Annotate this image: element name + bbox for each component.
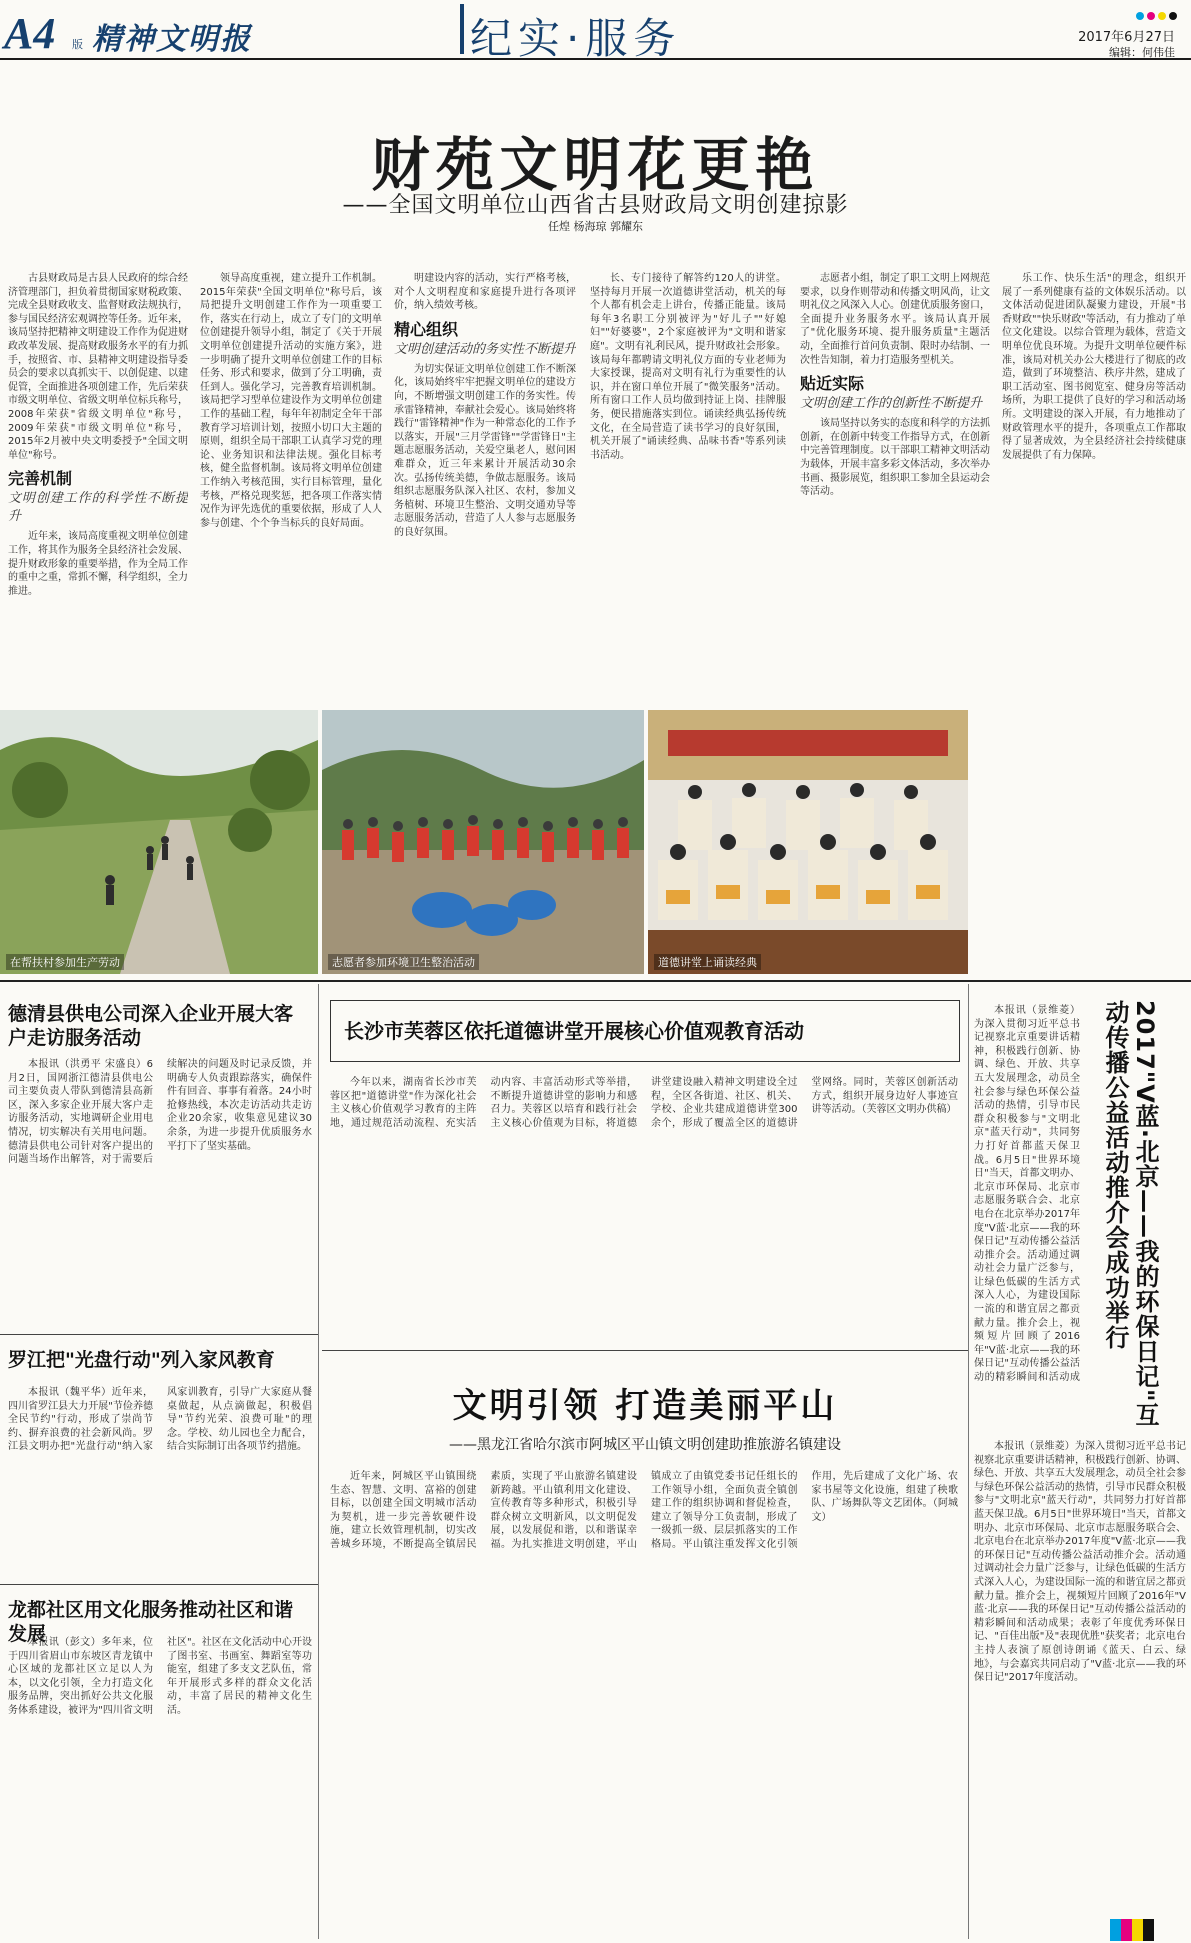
- photo-volunteers: [322, 710, 644, 974]
- changsha-body: [330, 1076, 958, 1338]
- registration-marks: [1136, 12, 1177, 20]
- editor-credit: 编辑：何伟佳: [1109, 46, 1175, 59]
- longdu-body: [8, 1636, 312, 1936]
- photo-caption: 道德讲堂上诵读经典: [654, 954, 761, 970]
- lead-subheadline: ——全国文明单位山西省古县财政局文明创建掠影: [342, 193, 849, 218]
- photo-moral-lecture: [648, 710, 968, 974]
- paragraph: 明建设内容的活动，实行严格考核，对个人文明程度和家庭提升进行各项评价，纳入绩效考核。: [394, 273, 576, 312]
- beijing-headline: 2017"V蓝·北京——我的环保日记"互动传播公益活动推介会成功举行: [1101, 1000, 1159, 1428]
- column-divider: [968, 984, 969, 1939]
- section-subheading: 文明创建工作的科学性不断提升: [8, 491, 188, 525]
- paragraph: 本报讯（洪勇平 宋盛良）6月2日，国网浙江德清县供电公司主要负责人带队到德清县高新区，深入多家企业开展大客户走访服务活动，实地调研企业用电情况，切实解决有关用电问题。德清县供电公司针对客户提出的问题当场作出解答，对于需要后续解决的问题及时记录反馈，并明确专人负责跟踪落实，确保件件有回音、事事有着落。24小时抢修热线，本次走访活动共走访企业20余家，收集意见建议30余条，为进一步提升优质服务水平打下了坚实基础。: [8, 1059, 312, 1166]
- paragraph: 领导高度重视，建立提升工作机制。2015年荣获"全国文明单位"称号后，该局把提升文明创建工作作为一项重要工作，落实在行动上，成立了专门的文明单位创建提升领导小组，制定了《关于开展文明单位创建提升活动的实施方案》，进一步明确了提升文明单位创建工作的目标任务、形式和要求，做到了分工明确，责任到人。强化学习，完善教育培训机制。该局把学习型单位建设作为文明单位创建工作的基础工程，每年年初制定全年干部教育学习培训计划，按照小切口大主题的原则，组织全局干部职工认真学习党的理论、业务知识和法律法规。强化目标考核，健全监督机制。该局将文明单位创建工作纳入考核范围，实行目标管理，量化考核，严格兑现奖惩，把各项工作落实情况作为评先选优的重要依据，形成了人人参与创建、个个争当标兵的良好局面。: [200, 273, 382, 529]
- column-divider: [318, 984, 319, 1939]
- paragraph: 为切实保证文明单位创建工作不断深化，该局始终牢牢把握文明单位的建设方向，不断增强文明创建工作的务实性。传承雷锋精神，奉献社会爱心。该局始终将践行"雷锋精神"作为一种常态化的工作予以落实，开展"三月学雷锋""学雷锋日"主题志愿服务活动，关爱空巢老人，慰问困难群众，近三年来累计开展活动30余次。弘扬传统美德，争做志愿服务。该局组织志愿服务队深入社区、农村，参加义务植树、环境卫生整治、文明交通劝导等志愿服务活动，营造了人人参与志愿服务的良好氛围。: [394, 363, 576, 538]
- deqing-body: [8, 1058, 312, 1328]
- paragraph: 本报讯（景维菱）为深入贯彻习近平总书记视察北京重要讲话精神，积极践行创新、协调、绿色、开放、共享五大发展理念，动员全社会参与绿色环保公益活动的热情，引导市民群众积极参与"文明北京"蓝天行动"，共同努力打好首都蓝天保卫战。6月5日"世界环境日"当天，首都文明办、北京市环保局、北京市志愿服务联合会、北京电台在北京举办2017年度"V蓝·北京——我的环保日记"互动传播公益活动推介会。活动通过调动社会力量广泛参与，让绿色低碳的生活方式深入人心，为建设国际一流的和谐宜居之都贡献力量。推介会上，视频短片回顾了2016年"V蓝·北京——我的环保日记"互动传播公益活动的精彩瞬间和活动成果；表彰了年度优秀环保日记、"百佳出版"及"表现优胜"获奖者；北京电台主持人表演了原创诗朗诵《蓝天、白云、绿地》，与会嘉宾共同启动了"V蓝·北京——我的环保日记"2017年度活动。: [974, 1441, 1186, 1684]
- section-heading: 精心组织: [394, 319, 459, 339]
- page-number: A4: [4, 9, 56, 58]
- pingshan-headline: 文明引领 打造美丽平山: [452, 1386, 838, 1426]
- photo-caption: 在帮扶村参加生产劳动: [6, 954, 124, 970]
- section-heading: 贴近实际: [800, 374, 865, 394]
- lead-column-4: [590, 272, 786, 704]
- lead-column-3: [394, 272, 576, 704]
- moral-lecture-image: [648, 710, 968, 974]
- changsha-headline: 长沙市芙蓉区依托道德讲堂开展核心价值观教育活动: [344, 1019, 804, 1043]
- luojiang-body: [8, 1386, 312, 1576]
- pingshan-body: [330, 1470, 958, 1936]
- beijing-body-top: [974, 1004, 1080, 1384]
- lead-column-2: [200, 272, 382, 704]
- lead-headline: 财苑文明花更艳: [371, 131, 820, 199]
- paragraph: 长、专门接待了解答约120人的讲堂。坚持每月开展一次道德讲堂活动，机关的每个人都有机会走上讲台，传播正能量。该局每年3名职工分别被评为"好儿子""好媳妇""好婆婆"，2个家庭被评为"文明和谐家庭"。文明有礼利民风，提升财政社会形象。该局每年都聘请文明礼仪方面的专业老师为大家授课，提高对文明有礼行为重要性的认识，并在窗口单位开展了"微笑服务"活动。所有窗口工作人员均做到持证上岗、挂牌服务，便民措施落实到位。诵读经典弘扬传统文化，在全局营造了读书学习的良好氛围，机关开展了"诵读经典、品味书香"等系列读书活动。: [590, 273, 786, 461]
- masthead: [0, 0, 1191, 63]
- section-title: 纪实·服务: [470, 14, 682, 63]
- paragraph: 该局坚持以务实的态度和科学的方法抓创新，在创新中转变工作指导方式，在创新中完善管理制度。以干部职工精神文明活动为载体，开展丰富多彩文体活动，多次举办书画、摄影展览，组织职工参加全县运动会等活动。: [800, 418, 990, 498]
- color-bar: [1110, 1919, 1154, 1941]
- lead-byline: 任煌 杨海琼 郭耀东: [548, 220, 643, 233]
- paragraph: 今年以来，湖南省长沙市芙蓉区把"道德讲堂"作为深化社会主义核心价值观学习教育的主阵地，通过规范活动流程、充实活动内容、丰富活动形式等举措，不断提升道德讲堂的影响力和感召力。芙蓉区以培育和践行社会主义核心价值观为目标，将道德讲堂建设融入精神文明建设全过程，全区各街道、社区、机关、学校、企业共建成道德讲堂300余个，形成了覆盖全区的道德讲堂网络。同时，芙蓉区创新活动方式，组织开展身边好人事迹宣讲等活动。（芙蓉区文明办供稿）: [330, 1077, 958, 1129]
- paragraph: 本报讯（魏平华）近年来，四川省罗江县大力开展"节俭养德 全民节约"行动，形成了崇尚节约、摒弃浪费的社会新风尚。罗江县文明办把"光盘行动"纳入家风家训教育，引导广大家庭从餐桌做起，从点滴做起，积极倡导"节约光荣、浪费可耻"的理念。学校、幼儿园也全力配合，结合实际制订出各项节约措施。: [8, 1387, 312, 1453]
- story-rule: [322, 1350, 968, 1351]
- paragraph: 近年来，阿城区平山镇围绕生态、智慧、文明、富裕的创建目标，以创建全国文明城市活动为契机，进一步完善软硬件设施，建立长效管理机制，切实改善城乡环境，不断提高全镇居民素质，实现了平山旅游名镇建设新跨越。平山镇利用文化建设、宣传教育等多种形式，积极引导群众树立文明新风，以文明促发展，以发展促和谐，以和谐谋幸福。为扎实推进文明创建，平山镇成立了由镇党委书记任组长的工作领导小组，全面负责全镇创建工作的组织协调和督促检查，建立了领导分工负责制，形成了一级抓一级、层层抓落实的工作格局。平山镇注重发挥文化引领作用，先后建成了文化广场、农家书屋等文化设施，组建了秧歌队、广场舞队等文艺团体。（阿城文）: [330, 1471, 958, 1550]
- section-subheading: 文明创建工作的创新性不断提升: [800, 396, 983, 412]
- photo-farm-labor: [0, 710, 318, 974]
- story-rule: [0, 1334, 318, 1335]
- luojiang-headline: 罗江把"光盘行动"列入家风教育: [8, 1349, 275, 1371]
- pingshan-subheadline: ——黑龙江省哈尔滨市阿城区平山镇文明创建助推旅游名镇建设: [449, 1437, 841, 1453]
- paragraph: 乐工作、快乐生活"的理念，组织开展了一系列健康有益的文体娱乐活动。以文体活动促进团队凝聚力建设，开展"书香财政""快乐财政"等活动，有力推动了单位文化建设。以综合管理为载体，营造文明单位优良环境。为提升文明单位硬件标准，该局对机关办公大楼进行了彻底的改造，做到了环境整洁、秩序井然，建成了职工活动室、图书阅览室、健身房等活动场所，为职工提供了良好的学习和活动场所。文明建设的深入开展，有力地推动了财政管理水平的提升，各项重点工作都取得了显著成效，为全县经济社会持续健康发展提供了有力保障。: [1002, 273, 1186, 461]
- page-unit: 版: [72, 38, 83, 51]
- paragraph: 近年来，该局高度重视文明单位创建工作，将其作为服务全县经济社会发展、提升财政形象的重要举措，作为全局工作的重中之重，常抓不懈，科学组织，全力推进。: [8, 531, 188, 597]
- lead-column-1: [8, 272, 188, 704]
- photo-caption: 志愿者参加环境卫生整治活动: [328, 954, 479, 970]
- volunteers-image: [322, 710, 644, 974]
- paragraph: 本报讯（彭文）多年来，位于四川省眉山市东坡区青龙镇中心区域的龙都社区立足以人为本，以文化引领，全力打造文化服务品牌，突出抓好公共文化服务体系建设，被评为"四川省文明社区"。社区在文化活动中心开设了图书室、书画室、舞蹈室等功能室，组建了多支文艺队伍，常年开展形式多样的群众文化活动，丰富了居民的精神文化生活。: [8, 1637, 312, 1716]
- longdu-headline: 龙都社区用文化服务推动社区和谐发展: [8, 1599, 294, 1645]
- lead-column-5: [800, 272, 990, 704]
- story-rule: [0, 1584, 318, 1585]
- issue-date: 2017年6月27日: [1078, 30, 1175, 45]
- paragraph: 本报讯（景维菱）为深入贯彻习近平总书记视察北京重要讲话精神，积极践行创新、协调、绿色、开放、共享五大发展理念，动员全社会参与绿色环保公益活动的热情，引导市民群众积极参与"文明北京"蓝天行动"，共同努力打好首都蓝天保卫战。6月5日"世界环境日"当天，首都文明办、北京市环保局、北京市志愿服务联合会、北京电台在北京举办2017年度"V蓝·北京——我的环保日记"互动传播公益活动推介会。活动通过调动社会力量广泛参与，让绿色低碳的生活方式深入人心，为建设国际一流的和谐宜居之都贡献力量。推介会上，视频短片回顾了2016年"V蓝·北京——我的环保日记"互动传播公益活动的精彩瞬间和活动成: [974, 1005, 1080, 1384]
- lead-column-6: [1002, 272, 1186, 704]
- section-divider: [460, 4, 464, 54]
- section-subheading: 文明创建活动的务实性不断提升: [394, 341, 576, 357]
- paragraph: 古县财政局是古县人民政府的综合经济管理部门，担负着贯彻国家财税政策、完成全县财政收支、监督财政法规执行，参与国民经济宏观调控等任务。近年来，该局坚持把精神文明建设工作作为促进财政改革发展、提高财政服务水平的有力抓手，按照省、市、县精神文明建设指导委员会的要求以真抓实干、以创促建、以建促管，全面推进各项创建工作，先后荣获市级文明单位、省级文明单位标兵称号，2008年荣获"省级文明单位"称号，2009年荣获"市级文明单位"称号，2015年2月被中央文明委授予"全国文明单位"称号。: [8, 273, 188, 461]
- beijing-body-bottom: [974, 1440, 1186, 1936]
- paragraph: 志愿者小组，制定了职工文明上网规范要求，以身作则带动和传播文明风尚，让文明礼仪之风深入人心。创建优质服务窗口，全面提升业务服务水平。该局认真开展了"优化服务环境、提升服务质量"主题活动，全面推行首问负责制、限时办结制、一次性告知制，着力打造服务型机关。: [800, 273, 990, 366]
- section-heading: 完善机制: [8, 469, 73, 489]
- newspaper-name: 精神文明报: [92, 22, 252, 57]
- section-rule: [0, 980, 1191, 982]
- deqing-headline: 德清县供电公司深入企业开展大客户走访服务活动: [8, 1003, 294, 1049]
- farm-labor-image: [0, 710, 318, 974]
